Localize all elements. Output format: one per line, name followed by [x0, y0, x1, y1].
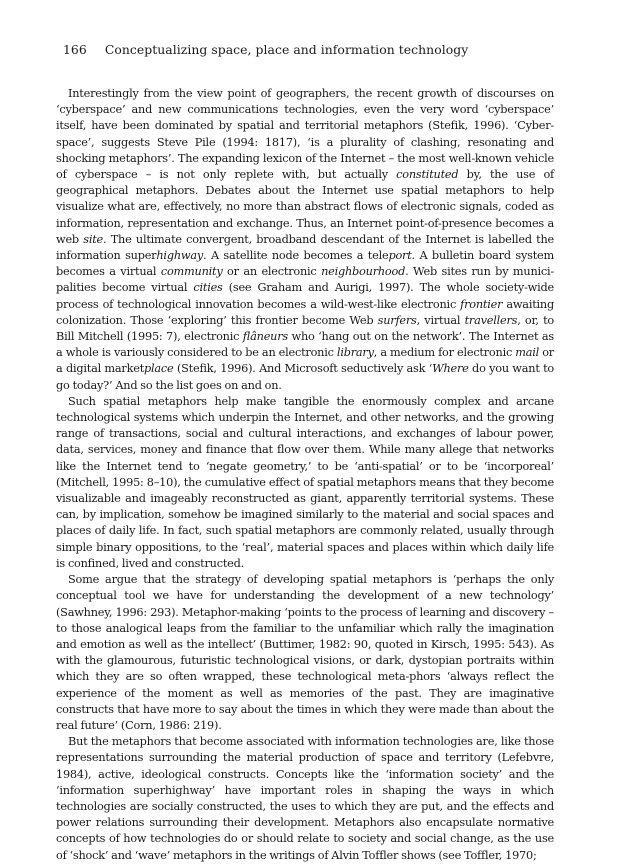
paragraph-4 [56, 734, 554, 864]
italic-term: surfers [377, 313, 417, 327]
italic-term: highway [156, 249, 204, 263]
text-run: . A satellite node becomes a tele [203, 249, 389, 263]
italic-term: community [160, 265, 223, 279]
italic-term: mail [515, 346, 540, 360]
running-header [63, 42, 583, 57]
text-run: (see Graham and Aurigi, 1997). The whole society-wide process of technological innovation becomes a wild-west-like electronic [56, 281, 554, 311]
italic-term: library [336, 346, 374, 360]
italic-term: Where [432, 362, 469, 376]
text-run: . A bulletin board system becomes a virtual [56, 249, 555, 279]
text-run: , a medium for electronic [373, 346, 516, 360]
text-run: , or, to Bill Mitchell (1995: 7), electronic [56, 313, 554, 344]
text-run: by, the use of geographical metaphors. Debates about the Internet use spatial metaphors to help visualize what are, effectively, no more than abstract flows of electronic signals, coded as information, representation and exchange. Thus, an Internet point-of-presence becomes a web [56, 168, 554, 246]
text-run: or an electronic [222, 265, 322, 279]
italic-term: travellers [464, 313, 518, 327]
paragraph-3 [56, 572, 554, 734]
text-run: do you want to go today?’ And so the list goes on and on. [56, 362, 554, 392]
page-number: 166 [63, 42, 87, 57]
text-run: , virtual [416, 313, 465, 327]
text-run: awaiting colonization. Those ‘exploring’ this frontier become Web [56, 297, 554, 327]
italic-term: place [144, 362, 174, 376]
italic-term: flâneurs [242, 330, 288, 344]
paragraph-2 [56, 394, 554, 572]
text-run: (Stefik, 1996). And Microsoft seductively ask ‘ [173, 362, 433, 376]
italic-term: port [388, 249, 412, 263]
text-run: . The ultimate convergent, broadband descendant of the Internet is labelled the information super [56, 232, 554, 263]
italic-term: neighbourhood [321, 265, 406, 279]
text-run: who ‘hang out on the network’. The Internet as a whole is variously considered to be an electronic [56, 330, 554, 360]
text-run: or a digital market [56, 346, 554, 376]
body-text [56, 86, 554, 864]
italic-term: frontier [460, 297, 503, 311]
italic-term: site [83, 232, 104, 246]
running-title: Conceptualizing space, place and information technology [104, 42, 469, 57]
italic-term: constituted [396, 168, 459, 182]
text-run: Some argue that the strategy of developing spatial metaphors is ‘perhaps the only conceptual tool we have for understanding the development of a new technology’ (Sawhney, 1996: 293). Metaphor-making ‘points to the process of learning and discovery – to those analogical leaps from the familiar to the unfamiliar which rally the imagination and emotion as well as the intellect’ (Buttimer, 1982: 90, quoted in Kirsch, 1995: 543). As with the glamourous, futuristic technological visions, or dark, dystopian portraits within which they are so often wrapped, these technological meta-phors ‘always reflect the experience of the moment as well as memories of the past. They are imaginative constructs that have more to say about the times in which they were made than about the real future’ (Corn, 1986: 219). [56, 573, 554, 732]
text-run: Such spatial metaphors help make tangible the enormously complex and arcane technological systems which underpin the Internet, and other networks, and the growing range of transactions, social and cultural interactions, and exchanges of labour power, data, services, money and finance that flow over them. While many allege that networks like the Internet tend to ‘negate geometry,’ to be ‘anti-spatial’ or to be ‘incorporeal’ (Mitchell, 1995: 8–10), the cumulative effect of spatial metaphors means that they become visualizable and imageably reconstructed as giant, apparently territorial systems. These can, by implication, somehow be imagined similarly to the material and social spaces and places of daily life. In fact, such spatial metaphors are commonly related, usually through simple binary oppositions, to the ‘real’, material spaces and places within which daily life is confined, lived and constructed. [56, 394, 554, 570]
text-run: But the metaphors that become associated with information technologies are, like those representations surrounding the material production of space and territory (Lefebvre, 1984), active, ideological constructs. Concepts like the ‘information society’ and the ‘information superhighway’ have important roles in shaping the ways in which technologies are socially constructed, the uses to which they are put, and the effects and power relations surrounding their development. Metaphors also encapsulate normative concepts of how technologies do or should relate to society and social change, as the use of ‘shock’ and ‘wave’ metaphors in the writings of Alvin Toffler shows (see Toffler, 1970; [56, 735, 554, 862]
paragraph-1 [56, 86, 554, 394]
text-run: . Web sites run by munici-palities become virtual [56, 265, 554, 295]
text-run: Interestingly from the view point of geographers, the recent growth of discourses on ‘cyberspace’ and new communications technologies, even the very word ‘cyberspace’ itself, have been dominated by spatial and territorial metaphors (Stefik, 1996). ‘Cyber-space’, suggests Steve Pile (1994: 1817), ‘is a plurality of clashing, resonating and shocking metaphors’. The expanding lexicon of the Internet – the most well-known vehicle of cyberspace – is not only replete with, but actually [56, 87, 554, 182]
italic-term: cities [193, 281, 223, 295]
